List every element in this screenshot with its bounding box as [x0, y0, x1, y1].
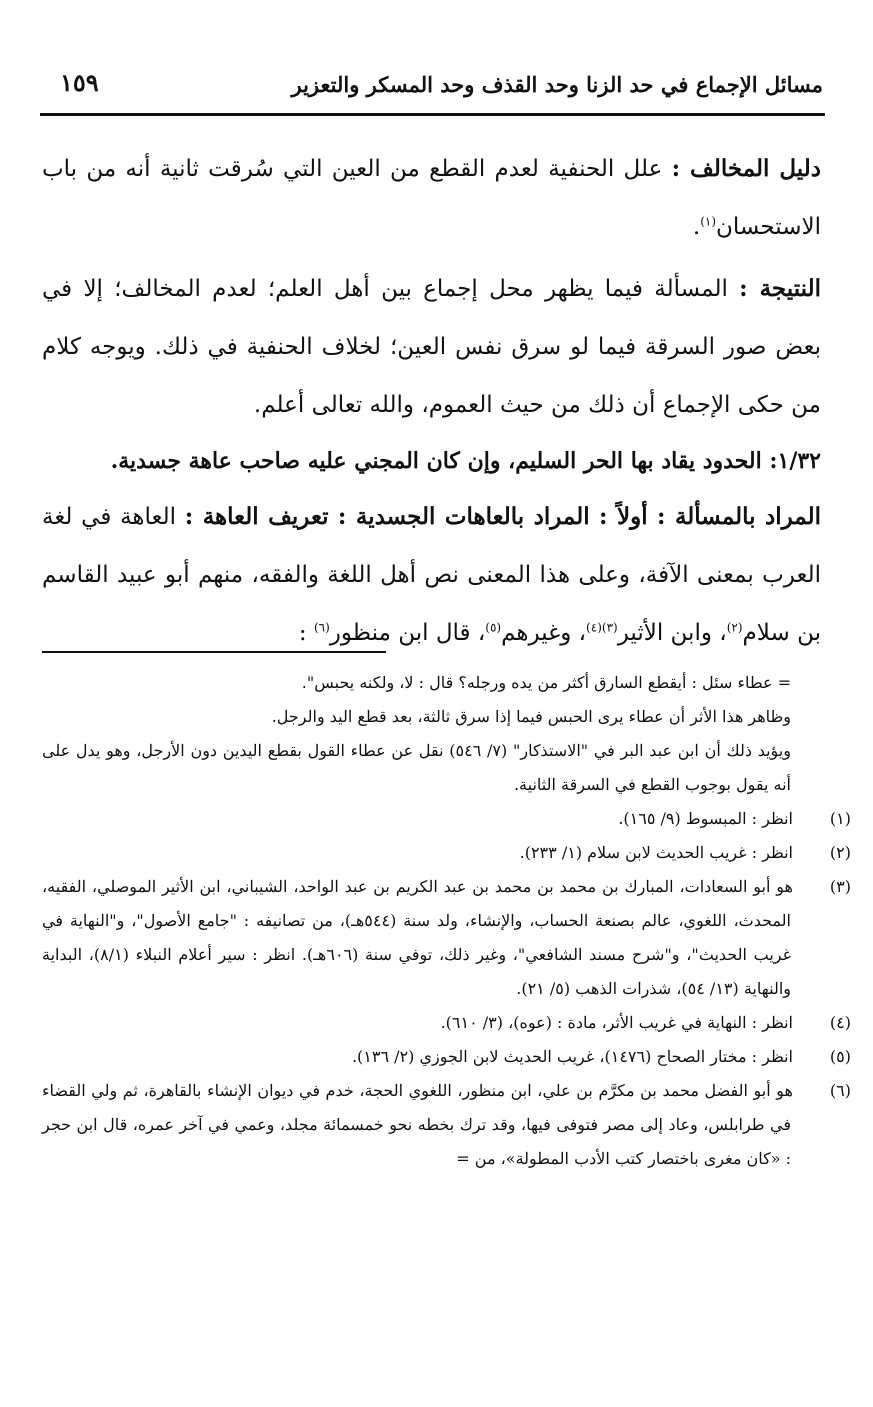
footnote-2 [42, 836, 851, 870]
header-rule [40, 113, 825, 116]
footnote-continuation: وظاهر هذا الأثر أن عطاء يرى الحبس فيما إذا سرق ثالثة، بعد قطع اليد والرجل. [271, 707, 791, 726]
paragraph-text: ، قال ابن منظور [329, 620, 486, 646]
footnote-ref-4[interactable]: (٤) [586, 620, 602, 635]
footnote-continuation: = عطاء سئل : أيقطع السارق أكثر من يده ورجله؟ قال : لا، ولكنه يحبس". [301, 673, 791, 692]
footnote-text: هو أبو السعادات، المبارك بن محمد بن محمد بن عبد الكريم بن عبد الواحد، الشيباني، ابن الأثير الموصلي، الفقيه، المحدث، اللغوي، عالم بصنعة الحساب، والإنشاء، ولد سنة (٥٤٤هـ)، من تصانيفه : "جامع الأصول"، و"النهاية في غريب الحديث"، و"شرح مسند الشافعي"، وغير ذلك، توفي سنة (٦٠٦هـ). انظر : سير أعلام النبلاء (٨/١)، البداية والنهاية (١٣/ ٥٤)، شذرات الذهب (٥/ ٢١). [42, 877, 793, 998]
paragraph-label: النتيجة : [739, 275, 821, 302]
footnote-separator [42, 651, 386, 653]
footnote-continuation: ويؤيد ذلك أن ابن عبد البر في "الاستذكار" (٧/ ٥٤٦) نقل عن عطاء القول بقطع اليدين دون الأرجل، وهو يدل على أنه يقول بوجوب القطع في السرقة الثانية. [42, 741, 791, 794]
running-title: مسائل الإجماع في حد الزنا وحد القذف وحد المسكر والتعزير [291, 72, 823, 97]
paragraph-label: دليل المخالف : [671, 155, 821, 182]
footnote-ref-2[interactable]: (٢) [726, 620, 743, 635]
paragraph-result [42, 260, 821, 434]
paragraph-text: علل الحنفية لعدم القطع من العين التي سُرقت ثانية أنه من باب الاستحسان [42, 156, 821, 240]
paragraph-opponent-evidence [42, 140, 821, 256]
footnote-number: (١) [829, 809, 851, 828]
paragraph-text: العاهة في لغة العرب بمعنى الآفة، وعلى هذا المعنى نص أهل اللغة والفقه، منهم أبو عبيد القاسم بن سلام [42, 504, 821, 646]
footnote-ref-3[interactable]: (٣) [601, 620, 618, 635]
footnote-text: هو أبو الفضل محمد بن مكرَّم بن علي، ابن منظور، اللغوي الحجة، خدم في ديوان الإنشاء بالقاهرة، ثم ولي القضاء في طرابلس، وعاد إلى مصر فتوفى فيها، وقد ترك بخطه نحو خمسمائة مجلد، وعمي في آخر عمره، قال ابن حجر : «كان مغرى باختصار كتب الأدب المطولة»، من = [42, 1081, 793, 1168]
footnote-number: (٣) [829, 877, 851, 896]
paragraph-label: المراد بالمسألة : أولاً : المراد بالعاهات الجسدية : تعريف العاهة : [184, 503, 821, 530]
footnote-number: (٢) [829, 843, 851, 862]
footnote-6 [42, 1074, 851, 1176]
footnote-1 [42, 802, 851, 836]
footnote-text: انظر : مختار الصحاح (١٤٧٦)، غريب الحديث لابن الجوزي (٢/ ١٣٦). [351, 1047, 793, 1066]
footnote-text: انظر : غريب الحديث لابن سلام (١/ ٢٣٣). [519, 843, 793, 862]
paragraph-end: . [692, 214, 701, 240]
footnote-ref-1[interactable]: (١) [700, 214, 717, 229]
footnote-5 [42, 1040, 851, 1074]
footnote-number: (٦) [829, 1081, 851, 1100]
footnote-4 [42, 1006, 851, 1040]
footnote-text: انظر : المبسوط (٩/ ١٦٥). [618, 809, 793, 828]
footnote-number: (٥) [829, 1047, 851, 1066]
paragraph-text: المسألة فيما يظهر محل إجماع بين أهل العلم؛ لعدم المخالف؛ إلا في بعض صور السرقة فيما لو سرق نفس العين؛ لخلاف الحنفية في ذلك. ويوجه كلام من حكى الإجماع أن ذلك من حيث العموم، والله تعالى أعلم. [42, 276, 821, 418]
main-text [42, 140, 821, 666]
paragraph-text: ، وغيرهم [501, 620, 587, 646]
footnote-text: انظر : النهاية في غريب الأثر، مادة : (عوه)، (٣/ ٦١٠). [440, 1013, 793, 1032]
footnote-ref-6[interactable]: (٦) [313, 620, 330, 635]
page-number: ١٥٩ [60, 68, 99, 97]
page-header [40, 62, 823, 112]
footnote-ref-5[interactable]: (٥) [485, 620, 502, 635]
footnotes [42, 666, 851, 1176]
issue-heading: ١/٣٢: الحدود يقاد بها الحر السليم، وإن كان المجني عليه صاحب عاهة جسدية. [110, 448, 821, 474]
paragraph-definition [42, 488, 821, 662]
footnote-3 [42, 870, 851, 1006]
paragraph-end: : [298, 620, 314, 646]
paragraph-text: ، وابن الأثير [617, 620, 727, 646]
footnote-number: (٤) [829, 1013, 851, 1032]
